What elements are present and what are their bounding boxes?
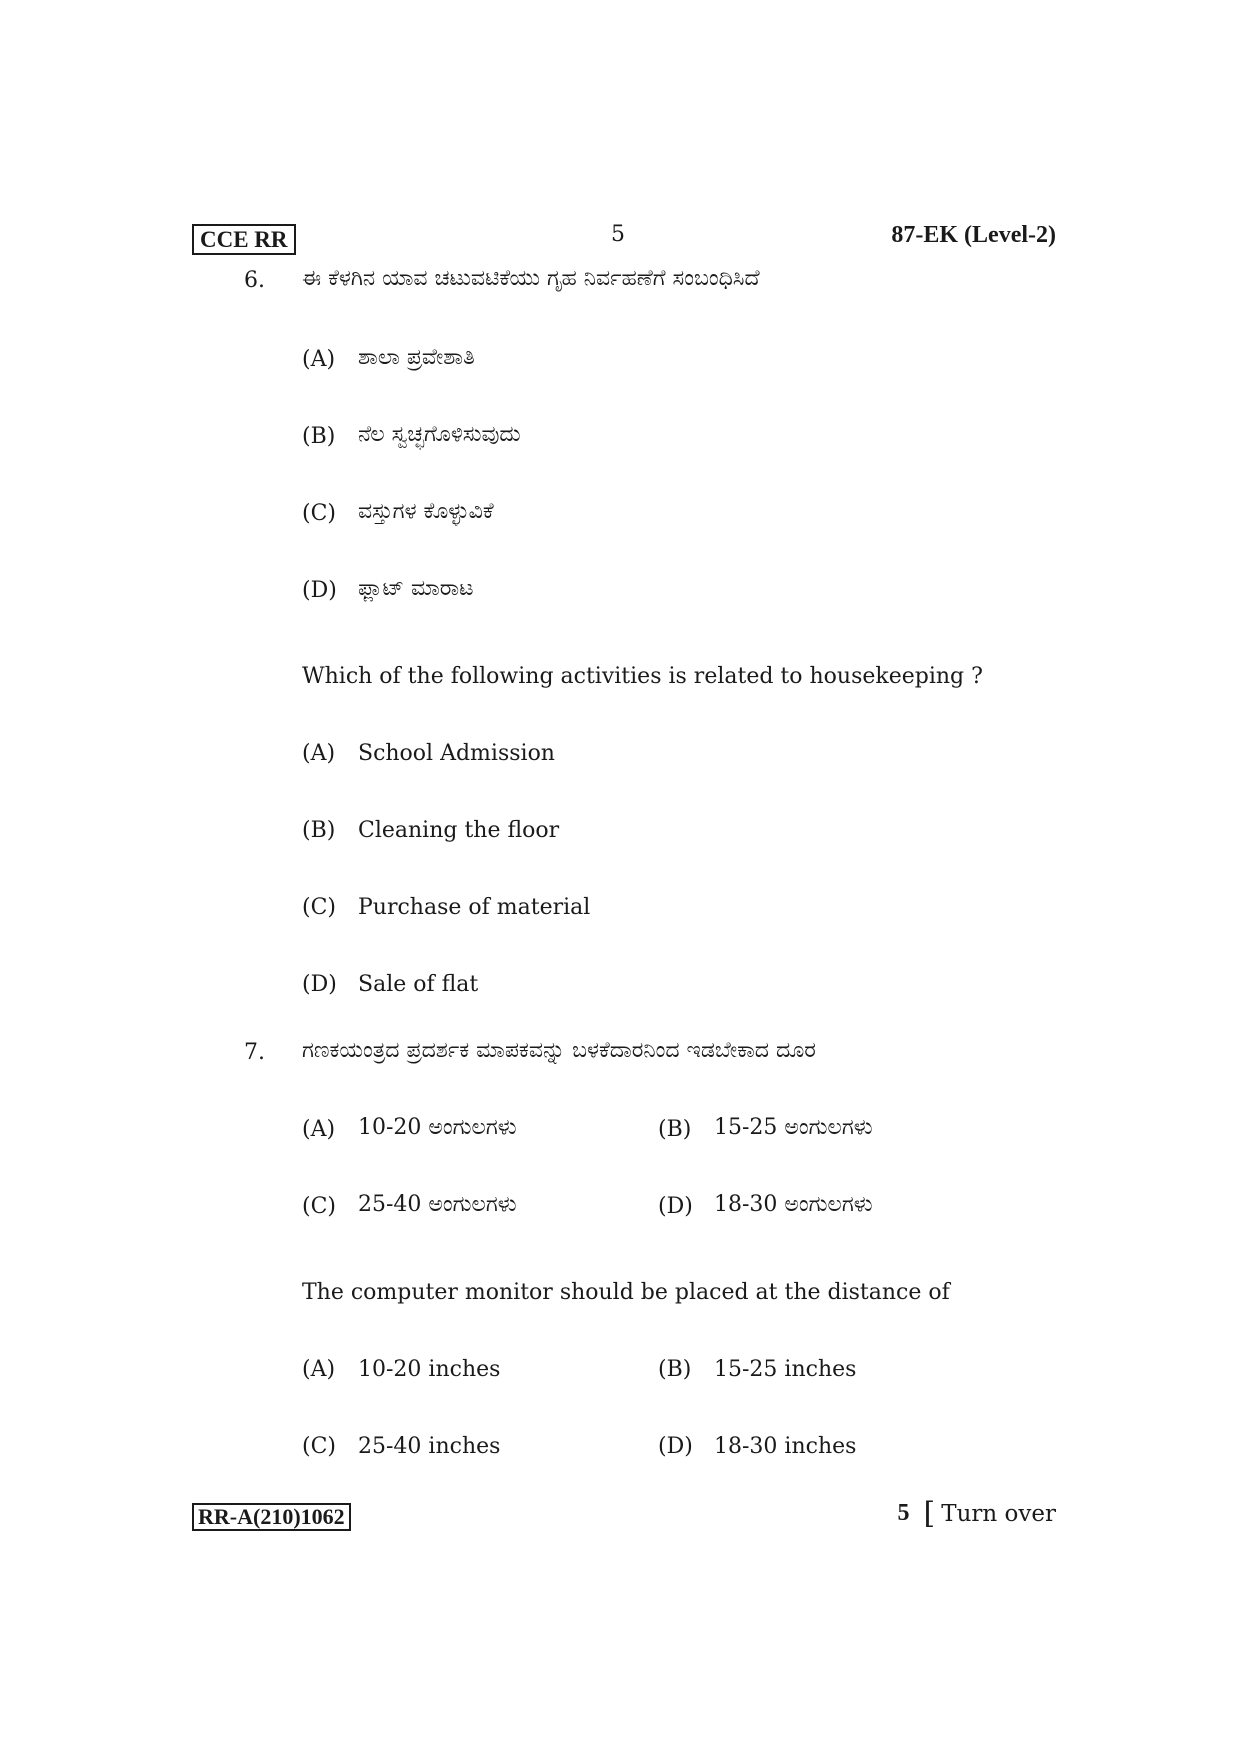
option-letter: (C) <box>302 1194 336 1219</box>
question-text-english: The computer monitor should be placed at the distance of <box>302 1280 950 1305</box>
option-text: 15-25 ಅಂಗುಲಗಳು <box>714 1115 873 1140</box>
option-text: Purchase of material <box>358 895 591 920</box>
footer-turn-over <box>897 1495 1056 1531</box>
question-text-english: Which of the following activities is related to housekeeping ? <box>302 664 983 689</box>
option-letter: (C) <box>302 501 336 526</box>
option-text: 25-40 ಅಂಗುಲಗಳು <box>358 1192 517 1217</box>
question-number: 6. <box>244 268 265 293</box>
turn-over-label: Turn over <box>941 1500 1056 1527</box>
option-letter: (D) <box>658 1194 693 1219</box>
option-letter: (D) <box>658 1434 693 1459</box>
turn-over-bracket: [ <box>923 1495 936 1531</box>
option-text: 10-20 inches <box>358 1357 501 1382</box>
footer-page-number: 5 <box>897 1500 910 1526</box>
option-text: 25-40 inches <box>358 1434 501 1459</box>
option-letter: (C) <box>302 1434 336 1459</box>
option-text: Cleaning the floor <box>358 818 560 843</box>
header-code-box: CCE RR <box>192 224 296 255</box>
option-text: ನೆಲ ಸ್ವಚ್ಛಗೊಳಿಸುವುದು <box>358 422 521 447</box>
option-text: ವಸ್ತುಗಳ ಕೊಳ್ಳುವಿಕೆ <box>358 499 494 524</box>
option-text: 15-25 inches <box>714 1357 857 1382</box>
option-text: 10-20 ಅಂಗುಲಗಳು <box>358 1115 517 1140</box>
option-letter: (B) <box>658 1117 692 1142</box>
option-text: 18-30 ಅಂಗುಲಗಳು <box>714 1192 873 1217</box>
question-text-kannada: ಗಣಕಯಂತ್ರದ ಪ್ರದರ್ಶಕ ಮಾಪಕವನ್ನು ಬಳಕೆದಾರನಿಂದ ಇಡಬೇಕಾದ ದೂರ <box>302 1038 816 1063</box>
question-number: 7. <box>244 1040 265 1065</box>
option-text: 18-30 inches <box>714 1434 857 1459</box>
footer-code-box: RR-A(210)1062 <box>192 1503 351 1531</box>
header-paper-code: 87-EK (Level-2) <box>891 222 1056 248</box>
option-letter: (A) <box>302 347 336 372</box>
option-letter: (D) <box>302 578 337 603</box>
option-letter: (A) <box>302 741 336 766</box>
question-text-kannada: ಈ ಕೆಳಗಿನ ಯಾವ ಚಟುವಟಿಕೆಯು ಗೃಹ ನಿರ್ವಹಣೆಗೆ ಸಂಬಂಧಿಸಿದೆ <box>302 266 760 291</box>
header-page-number: 5 <box>611 222 625 247</box>
option-text: School Admission <box>358 741 555 766</box>
option-letter: (D) <box>302 972 337 997</box>
option-text: Sale of flat <box>358 972 479 997</box>
option-letter: (C) <box>302 895 336 920</box>
option-letter: (A) <box>302 1357 336 1382</box>
option-letter: (B) <box>658 1357 692 1382</box>
option-text: ಫ್ಲಾಟ್ ಮಾರಾಟ <box>358 576 474 601</box>
option-letter: (B) <box>302 424 336 449</box>
option-letter: (B) <box>302 818 336 843</box>
option-letter: (A) <box>302 1117 336 1142</box>
option-text: ಶಾಲಾ ಪ್ರವೇಶಾತಿ <box>358 345 475 370</box>
